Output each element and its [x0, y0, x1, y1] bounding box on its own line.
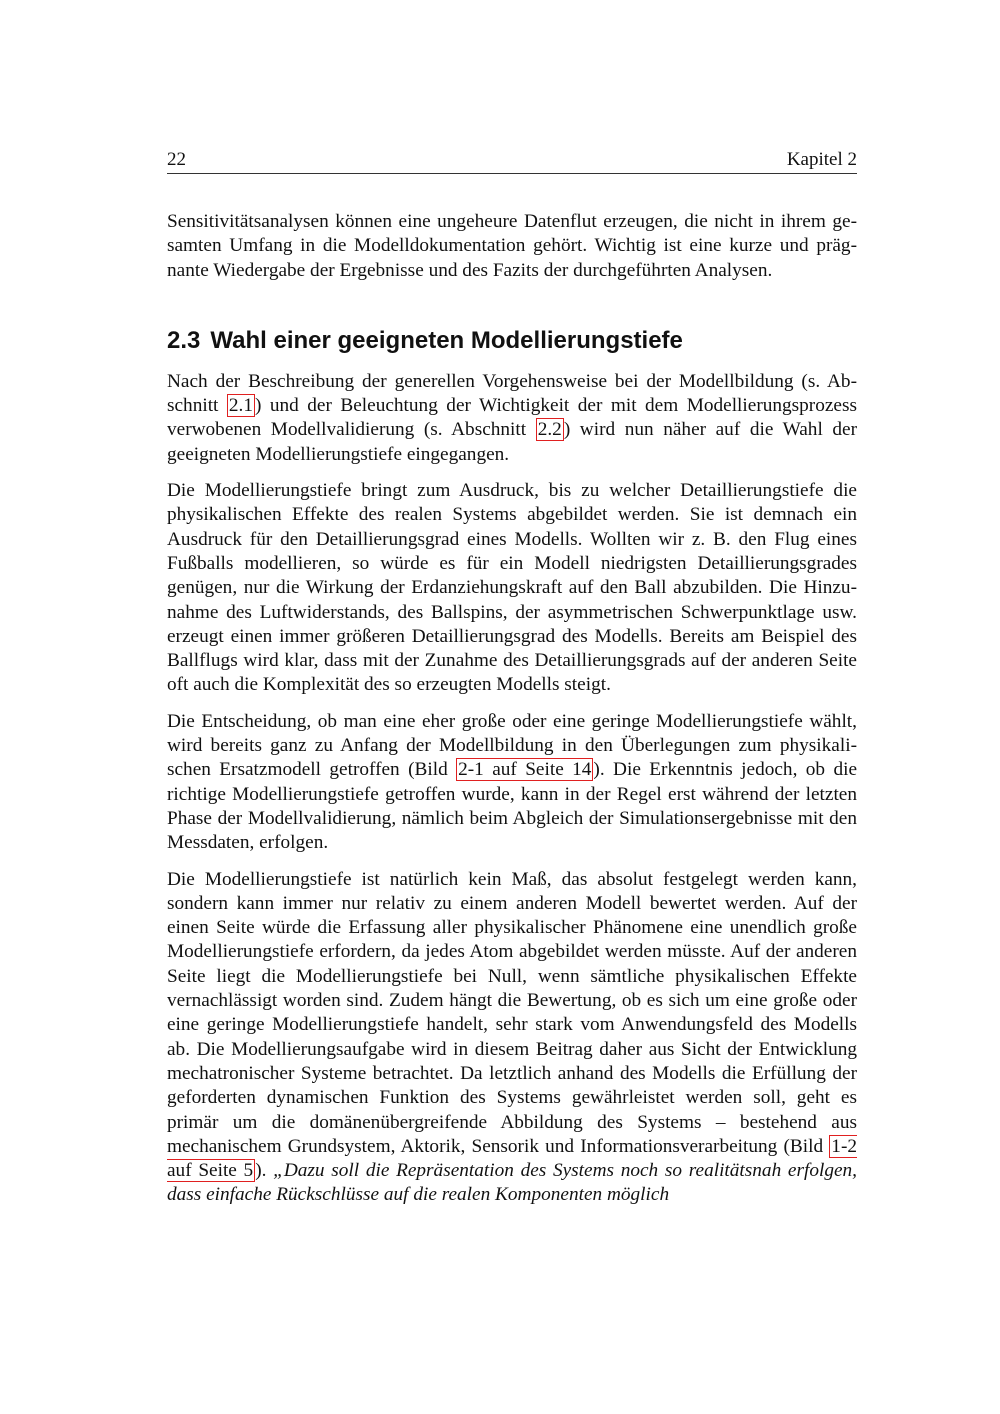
paragraph-intro: Sensitivitätsanalysen können eine ungeheure Datenflut erzeugen, die nicht in ihrem gesamten Umfang in die Modelldokumentation gehört. Wichtig ist eine kurze und prägnante Wiedergabe der Ergebnisse und des Fazits der durchgeführten Analysen.	[167, 211, 857, 281]
paragraph-3-text-a: Die Entscheidung, ob man eine eher große oder eine geringe Modellierungstiefe wählt, wird bereits ganz zu Anfang der Modellbildung in den Überlegungen zum physikalischen Ersatzmodell getroffen (Bild	[167, 710, 857, 781]
section-heading	[167, 326, 857, 356]
chapter-label: Kapitel 2	[786, 149, 857, 170]
paragraph-3-text-b: ). Die Erkenntnis jedoch, ob die richtige Modellierungstiefe getroffen wurde, kann in der Regel erst während der letzten Phase der Modellvalidierung, nämlich beim Abgleich der Simulationsergebnisse mit den Messdaten, erfolgen.	[167, 759, 857, 854]
link-section-2-1[interactable]: 2.1	[228, 395, 253, 417]
link-figure-2-1[interactable]: 2-1 auf Seite 14	[458, 759, 592, 781]
paragraph-1-text-b: ) und der Beleuchtung der Wichtigkeit der mit dem Modellierungsprozess verwobenen Modellvalidierung (s. Abschnitt	[167, 395, 857, 441]
paragraph-4-text-b: ).	[255, 1160, 274, 1182]
paragraph-4	[167, 868, 857, 1208]
paragraph-4-quote: „Dazu soll die Repräsentation des Systems noch so realitätsnah erfolgen, dass einfache Rückschlüsse auf die realen Komponenten möglich	[167, 1160, 857, 1206]
paragraph-1-text-a: Nach der Beschreibung der generellen Vorgehensweise bei der Modellbildung (s. Abschnitt	[167, 370, 857, 417]
paragraph-1	[167, 370, 857, 467]
running-header	[167, 149, 857, 174]
link-figure-1-2[interactable]: 1-2 auf Seite 5	[167, 1135, 857, 1182]
link-section-2-2[interactable]: 2.2	[537, 419, 562, 441]
page-body	[167, 210, 857, 1220]
paragraph-3	[167, 710, 857, 856]
page-number: 22	[167, 149, 186, 170]
section-number: 2.3	[167, 326, 201, 354]
paragraph-4-text-a: Die Modellierungstiefe ist natürlich kein Maß, das absolut festgelegt werden kann, sondern kann immer nur relativ zu einem anderen Modell bewertet werden. Auf der einen Seite würde die Erfassung aller physikalischer Phänomene eine unendlich große Modellierungstiefe erfordern, da jedes Atom abgebildet werden müsste. Auf der anderen Seite liegt die Modellierungstiefe bei Null, wenn sämtliche physikalischen Effekte vernachlässigt worden sind. Zudem hängt die Bewertung, ob es sich um eine große oder eine geringe Modellierungstiefe handelt, sehr stark vom Anwendungsfeld des Modells ab. Die Modellierungsaufgabe wird in diesem Beitrag daher aus Sicht der Entwicklung mechatronischer Systeme betrachtet. Da letztlich anhand des Modells die Erfüllung der geforderten dynamischen Funktion des Systems gewährleistet werden soll, geht es primär um die domänenübergreifende Abbildung des Systems – bestehend aus mechanischem Grundsystem, Aktorik, Sensorik und Informationsverarbeitung (Bild	[167, 868, 857, 1157]
paragraph-1-text-c: ) wird nun näher auf die Wahl der geeigneten Modellierungstiefe eingegangen.	[167, 419, 858, 465]
section-title: Wahl einer geeigneten Modellierungstiefe	[210, 326, 683, 354]
paragraph-2: Die Modellierungstiefe bringt zum Ausdruck, bis zu welcher Detaillierungstiefe die physikalischen Effekte des realen Systems abgebildet werden. Sie ist demnach ein Ausdruck für den Detaillierungsgrad eines Modells. Wollten wir z. B. den Flug eines Fußballs modellieren, so würde es für ein Modell niedrigsten Detaillierungsgrades genügen, nur die Wirkung der Erdanziehungskraft auf den Ball abzubilden. Die Hinzunahme des Luftwiderstands, des Ballspins, der asymmetrischen Schwerpunktlage usw. erzeugt einen immer größeren Detaillierungsgrad des Modells. Bereits am Beispiel des Ballflugs wird klar, dass mit der Zunahme des Detaillierungsgrads auf der anderen Seite oft auch die Komplexität des so erzeugten Modells steigt.	[167, 480, 857, 696]
